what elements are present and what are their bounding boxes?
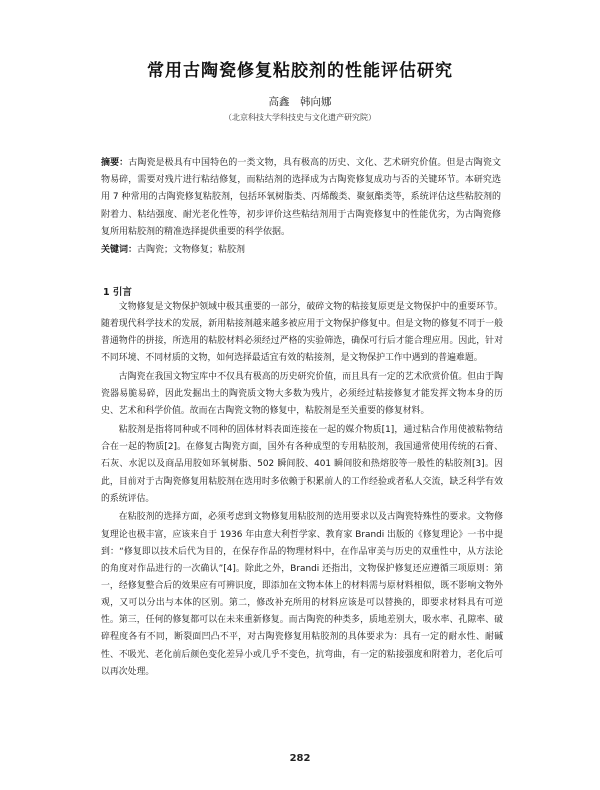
body-paragraph: 文物修复是文物保护领域中极其重要的一部分，破碎文物的粘接复原更是文物保护中的重要环节。随着现代科学技术的发展，新用粘接剂越来越多被应用于文物保护修复中。但是文物的修复不同于一般普通物件的拼接，所选用的粘胶材料必须经过严格的实验筛选，确保可行后才能合理应用。因此，针对不同环境、不同材质的文物，如何选择最适宜有效的粘接剂，是文物保护工作中遇到的普遍难题。 (101, 302, 503, 364)
abstract (101, 155, 501, 241)
keywords (101, 242, 501, 258)
section-heading-introduction: 1 引言 (103, 287, 132, 298)
body-paragraph: 古陶瓷在我国文物宝库中不仅具有极高的历史研究价值，而且具有一定的艺术欣赏价值。但由于陶瓷器易脆易碎，因此发掘出土的陶瓷质文物大多数为残片，必须经过粘接修复才能发挥文物本身的历史、艺术和科学价值。故而在古陶瓷文物的修复中，粘胶剂是至关重要的修复材料。 (101, 372, 503, 417)
abstract-text: 古陶瓷是极具有中国特色的一类文物，具有极高的历史、文化、艺术研究价值。但是古陶瓷文物易碎，需要对残片进行粘结修复，而粘结剂的选择成为古陶瓷修复成功与否的关键环节。本研究选用 7 种常用的古陶瓷修复粘胶剂，包括环氧树脂类、丙烯酸类、聚氨酯类等，系统评估这些粘胶剂的附着力、粘结强度、耐光老化性等，初步评价这些粘结剂用于古陶瓷修复中的性能优劣，为古陶瓷修复所用粘胶剂的精准选择提供重要的科学依据。 (101, 158, 501, 237)
affiliation: （北京科技大学科技史与文化遗产研究院） (224, 113, 376, 122)
body-paragraph: 在粘胶剂的选择方面，必须考虑到文物修复用粘胶剂的选用要求以及古陶瓷特殊性的要求。文物修复理论也极丰富，应该来自于 1936 年由意大利哲学家、教育家 Brandi 出版的《修复理论》一书中提到：“修复即以技术后代为目的，在保存作品的物理材料中，在作品审美与历史的双重性中，从方法论的角度对作品进行的一次确认”[4]。除此之外，Brandi 还指出，文物保护修复还应遵循三项原则：第一，经修复整合后的效果应有可辨识度，即添加在文物本体上的材料需与原材料相似，既不影响文物外观，又可以分出与本体的区别。第二，修改补充所用的材料应该是可以替换的，即要求材料具有可逆性。第三，任何的修复都可以在未来重新修复。而古陶瓷的种类多，质地差别大，吸水率、孔隙率、破碎程度各有不同，断裂面凹凸不平，对古陶瓷修复用粘胶剂的具体要求为：具有一定的耐水性、耐碱性、不吸光、老化前后颜色变化差异小或几乎不变色，抗弯曲，有一定的粘接强度和附着力，老化后可以再次处理。 (101, 512, 503, 677)
paper-title: 常用古陶瓷修复粘胶剂的性能评估研究 (147, 61, 453, 81)
body-text (101, 299, 503, 682)
authors: 高鑫 韩向娜 (268, 96, 332, 108)
body-paragraph: 粘胶剂是指将同种或不同种的固体材料表面连接在一起的媒介物质[1]，通过粘合作用使被粘物结合在一起的物质[2]。在修复古陶瓷方面，国外有各种成型的专用粘胶剂，我国通常使用传统的石膏、石灰、水泥以及商品用胶如环氧树脂、502 瞬间胶、401 瞬间胶和热熔胶等一般性的粘胶剂[3]。因此，目前对于古陶瓷修复用粘胶剂在选用时多依赖于积累前人的工作经验或者私人交流，缺乏科学有效的系统评估。 (101, 425, 503, 504)
keywords-label: 关键词： (101, 245, 138, 255)
page-number: 282 (289, 753, 311, 764)
keywords-text: 古陶瓷；文物修复；粘胶剂 (137, 245, 246, 255)
abstract-label: 摘要： (101, 158, 129, 168)
